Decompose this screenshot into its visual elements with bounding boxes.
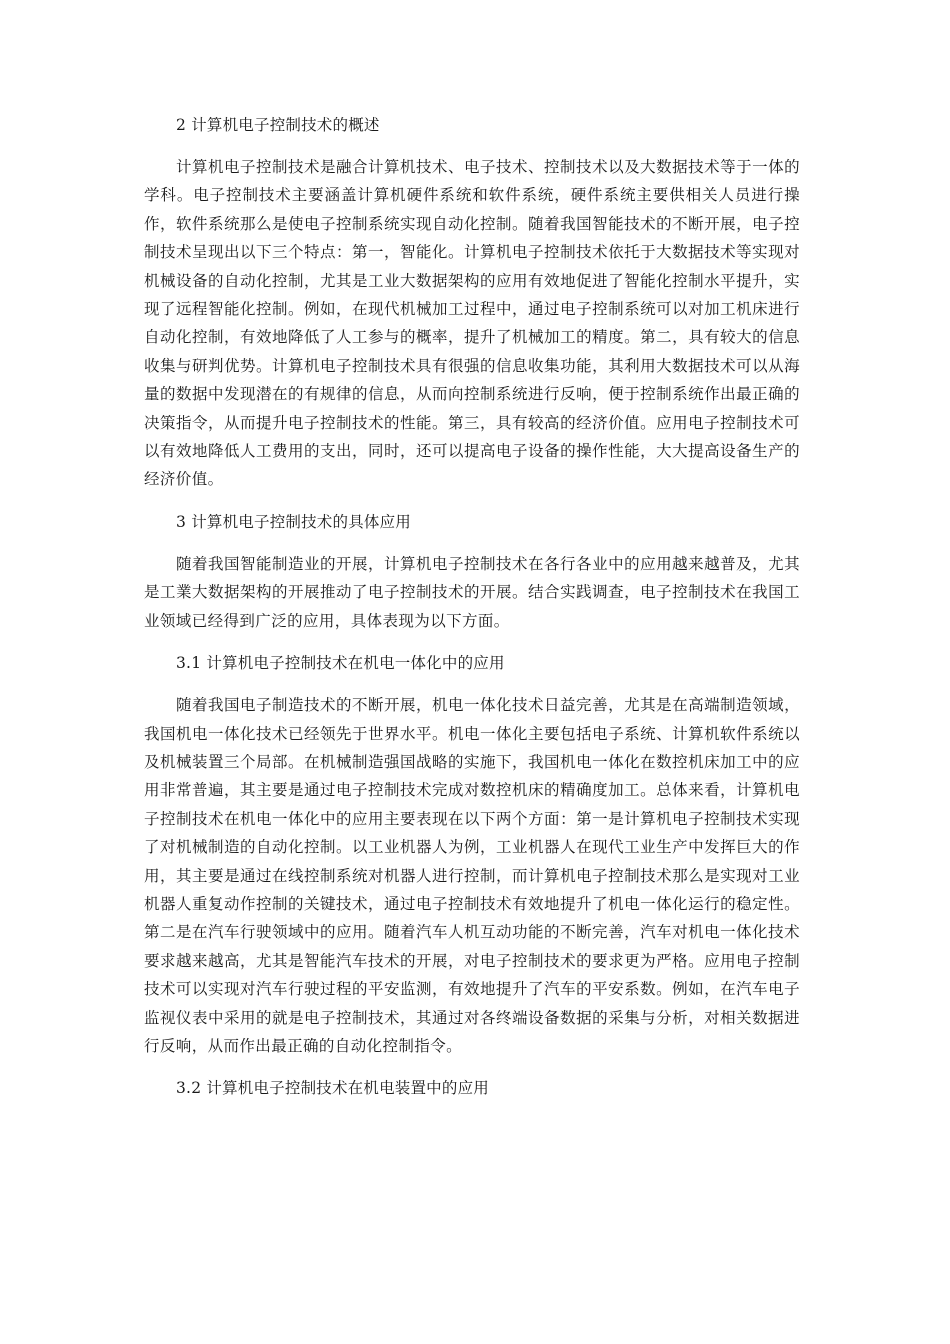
section-paragraph-2: 计算机电子控制技术是融合计算机技术、电子技术、控制技术以及大数据技术等于一体的学科。电子控制技术主要涵盖计算机硬件系统和软件系统，硬件系统主要供相关人员进行操作，软件系统那么是使电子控制系统实现自动化控制。随着我国智能技术的不断开展，电子控制技术呈现出以下三个特点：第一，智能化。计算机电子控制技术依托于大数据技术等实现对机械设备的自动化控制，尤其是工业大数据架构的应用有效地促进了智能化控制水平提升，实现了远程智能化控制。例如，在现代机械加工过程中，通过电子控制系统可以对加工机床进行自动化控制，有效地降低了人工参与的概率，提升了机械加工的精度。第二，具有较大的信息收集与研判优势。计算机电子控制技术具有很强的信息收集功能，其利用大数据技术可以从海量的数据中发现潜在的有规律的信息，从而向控制系统进行反响，便于控制系统作出最正确的决策指令，从而提升电子控制技术的性能。第三，具有较高的经济价值。应用电子控制技术可以有效地降低人工费用的支出，同时，还可以提高电子设备的操作性能，大大提高设备生产的经济价值。 [144, 158, 800, 489]
section-heading-3: 3 计算机电子控制技术的具体应用 [176, 512, 411, 531]
document-page [144, 110, 800, 1116]
section-paragraph-3: 随着我国智能制造业的开展，计算机电子控制技术在各行各业中的应用越来越普及，尤其是工業大数据架构的开展推动了电子控制技术的开展。结合实践调查，电子控制技术在我国工业领域已经得到广泛的应用，具体表现为以下方面。 [144, 554, 800, 630]
section-heading-3-1: 3.1 计算机电子控制技术在机电一体化中的应用 [176, 654, 505, 673]
section-paragraph-3-1: 随着我国电子制造技术的不断开展，机电一体化技术日益完善，尤其是在高端制造领域，我国机电一体化技术已经领先于世界水平。机电一体化主要包括电子系统、计算机软件系统以及机械装置三个局部。在机械制造强国战略的实施下，我国机电一体化在数控机床加工中的应用非常普遍，其主要是通过电子控制技术完成对数控机床的精确度加工。总体来看，计算机电子控制技术在机电一体化中的应用主要表现在以下两个方面：第一是计算机电子控制技术实现了对机械制造的自动化控制。以工业机器人为例，工业机器人在现代工业生产中发挥巨大的作用，其主要是通过在线控制系统对机器人进行控制，而计算机电子控制技术那么是实现对工业机器人重复动作控制的关键技术，通过电子控制技术有效地提升了机电一体化运行的稳定性。第二是在汽车行驶领域中的应用。随着汽车人机互动功能的不断完善，汽车对机电一体化技术要求越来越高，尤其是智能汽车技术的开展，对电子控制技术的要求更为严格。应用电子控制技术可以实现对汽车行驶过程的平安监测，有效地提升了汽车的平安系数。例如，在汽车电子监视仪表中采用的就是电子控制技术，其通过对各终端设备数据的采集与分析，对相关数据进行反响，从而作出最正确的自动化控制指令。 [144, 696, 800, 1055]
section-heading-3-2: 3.2 计算机电子控制技术在机电装置中的应用 [176, 1079, 489, 1098]
section-heading-2: 2 计算机电子控制技术的概述 [176, 116, 380, 134]
